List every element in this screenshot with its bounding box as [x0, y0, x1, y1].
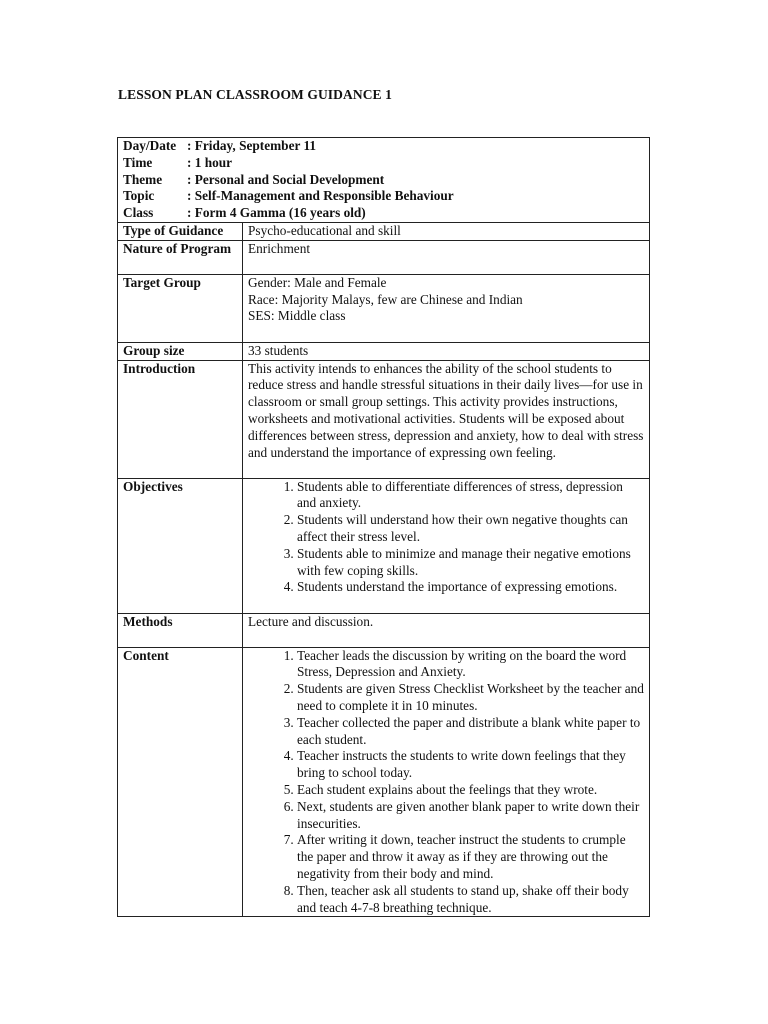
list-item: 3. Students able to minimize and manage their negative emotions with few coping skills.	[297, 546, 644, 580]
label-group-size: Group size	[118, 342, 243, 360]
label-methods: Methods	[118, 613, 243, 647]
content-list	[248, 648, 644, 917]
header-key: Day/Date	[123, 138, 177, 153]
header-line-class	[123, 205, 644, 222]
value-content	[243, 647, 650, 917]
label-introduction: Introduction	[118, 360, 243, 478]
row-type-of-guidance	[118, 223, 650, 241]
list-item: 1. Teacher leads the discussion by writing on the board the word Stress, Depression and Anxiety.	[297, 648, 644, 682]
header-line-topic	[123, 188, 644, 205]
header-value: : Personal and Social Development	[187, 171, 385, 187]
list-item: 2. Students will understand how their own negative thoughts can affect their stress level.	[297, 512, 644, 546]
value-nature-of-program: Enrichment	[243, 240, 650, 274]
row-target-group	[118, 274, 650, 342]
lesson-plan-table	[117, 137, 650, 917]
header-key: Theme	[123, 171, 163, 187]
target-group-line: Race: Majority Malays, few are Chinese and Indian	[248, 291, 523, 307]
list-item: 1. Students able to differentiate differences of stress, depression and anxiety.	[297, 479, 644, 513]
row-group-size	[118, 342, 650, 360]
list-item: 5. Each student explains about the feelings that they wrote.	[297, 782, 644, 799]
objectives-list	[248, 479, 644, 597]
header-value: : Friday, September 11	[187, 138, 317, 153]
row-content	[118, 647, 650, 917]
header-value: : Form 4 Gamma (16 years old)	[187, 205, 366, 221]
row-introduction	[118, 360, 650, 478]
label-type-of-guidance: Type of Guidance	[118, 223, 243, 241]
target-group-line: SES: Middle class	[248, 308, 346, 324]
header-value: : 1 hour	[187, 154, 233, 170]
value-methods: Lecture and discussion.	[243, 613, 650, 647]
header-key: Class	[123, 205, 154, 221]
list-item: 8. Then, teacher ask all students to stand up, shake off their body and teach 4-7-8 breathing technique.	[297, 883, 644, 917]
header-line-time	[123, 155, 644, 172]
value-group-size: 33 students	[243, 342, 650, 360]
label-content: Content	[118, 647, 243, 917]
value-target-group	[243, 274, 650, 342]
label-objectives: Objectives	[118, 478, 243, 613]
list-item: 4. Students understand the importance of expressing emotions.	[297, 579, 644, 596]
label-nature-of-program: Nature of Program	[118, 240, 243, 274]
list-item: 2. Students are given Stress Checklist Worksheet by the teacher and need to complete it in 10 minutes.	[297, 681, 644, 715]
header-line-theme	[123, 172, 644, 189]
page-title: LESSON PLAN CLASSROOM GUIDANCE 1	[118, 87, 392, 102]
value-introduction: This activity intends to enhances the ability of the school students to reduce stress and handle stressful situations in their daily lives—for use in classroom or small group settings. This activity provides instructions, worksheets and motivational activities. Students will be exposed about differences between stress, depression and anxiety, how to deal with stress and understand the importance of expressing own feeling.	[243, 360, 650, 478]
header-key: Time	[123, 154, 153, 170]
label-target-group: Target Group	[118, 274, 243, 342]
header-value: : Self-Management and Responsible Behaviour	[187, 188, 454, 204]
list-item: 6. Next, students are given another blank paper to write down their insecurities.	[297, 799, 644, 833]
list-item: 4. Teacher instructs the students to write down feelings that they bring to school today.	[297, 748, 644, 782]
row-methods	[118, 613, 650, 647]
row-objectives	[118, 478, 650, 613]
header-row	[118, 138, 650, 223]
list-item: 7. After writing it down, teacher instruct the students to crumple the paper and throw it away as if they are throwing out the negativity from their body and mind.	[297, 832, 644, 882]
list-item: 3. Teacher collected the paper and distribute a blank white paper to each student.	[297, 715, 644, 749]
row-nature-of-program	[118, 240, 650, 274]
value-type-of-guidance: Psycho-educational and skill	[243, 223, 650, 241]
header-cell	[118, 138, 650, 223]
header-key: Topic	[123, 188, 155, 204]
header-line-daydate	[123, 138, 644, 155]
value-objectives	[243, 478, 650, 613]
target-group-line: Gender: Male and Female	[248, 274, 387, 290]
